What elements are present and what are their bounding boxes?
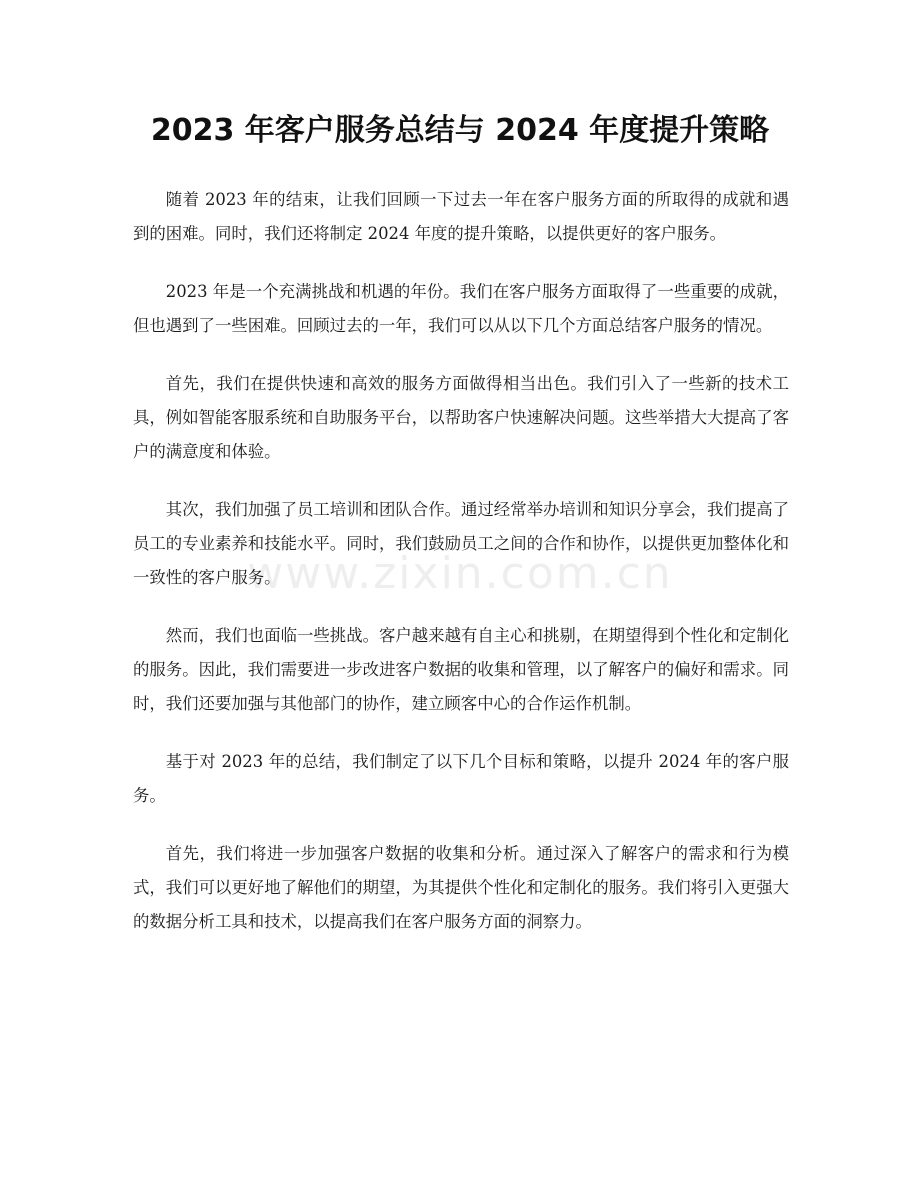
- page-title: 2023 年客户服务总结与 2024 年度提升策略: [150, 113, 770, 148]
- paragraph-5: 然而，我们也面临一些挑战。客户越来越有自主心和挑剔，在期望得到个性化和定制化的服务。因此，我们需要进一步改进客户数据的收集和管理，以了解客户的偏好和需求。同时，我们还要加强与其他部门的协作，建立顾客中心的合作运作机制。: [133, 626, 789, 713]
- watermark-text: www.zixin.com.cn: [247, 548, 673, 599]
- document-body: [133, 183, 789, 963]
- paragraph-4: 其次，我们加强了员工培训和团队合作。通过经常举办培训和知识分享会，我们提高了员工的专业素养和技能水平。同时，我们鼓励员工之间的合作和协作，以提供更加整体化和一致性的客户服务。: [133, 500, 789, 587]
- paragraph-1: 随着 2023 年的结束，让我们回顾一下过去一年在客户服务方面的所取得的成就和遇到的困难。同时，我们还将制定 2024 年度的提升策略，以提供更好的客户服务。: [133, 190, 789, 243]
- paragraph-6: 基于对 2023 年的总结，我们制定了以下几个目标和策略，以提升 2024 年的客户服务。: [133, 752, 789, 805]
- paragraph-2: 2023 年是一个充满挑战和机遇的年份。我们在客户服务方面取得了一些重要的成就，但也遇到了一些困难。回顾过去的一年，我们可以从以下几个方面总结客户服务的情况。: [133, 282, 789, 335]
- paragraph-7: 首先，我们将进一步加强客户数据的收集和分析。通过深入了解客户的需求和行为模式，我们可以更好地了解他们的期望，为其提供个性化和定制化的服务。我们将引入更强大的数据分析工具和技术，以提高我们在客户服务方面的洞察力。: [133, 844, 789, 931]
- paragraph-3: 首先，我们在提供快速和高效的服务方面做得相当出色。我们引入了一些新的技术工具，例如智能客服系统和自助服务平台，以帮助客户快速解决问题。这些举措大大提高了客户的满意度和体验。: [133, 374, 789, 461]
